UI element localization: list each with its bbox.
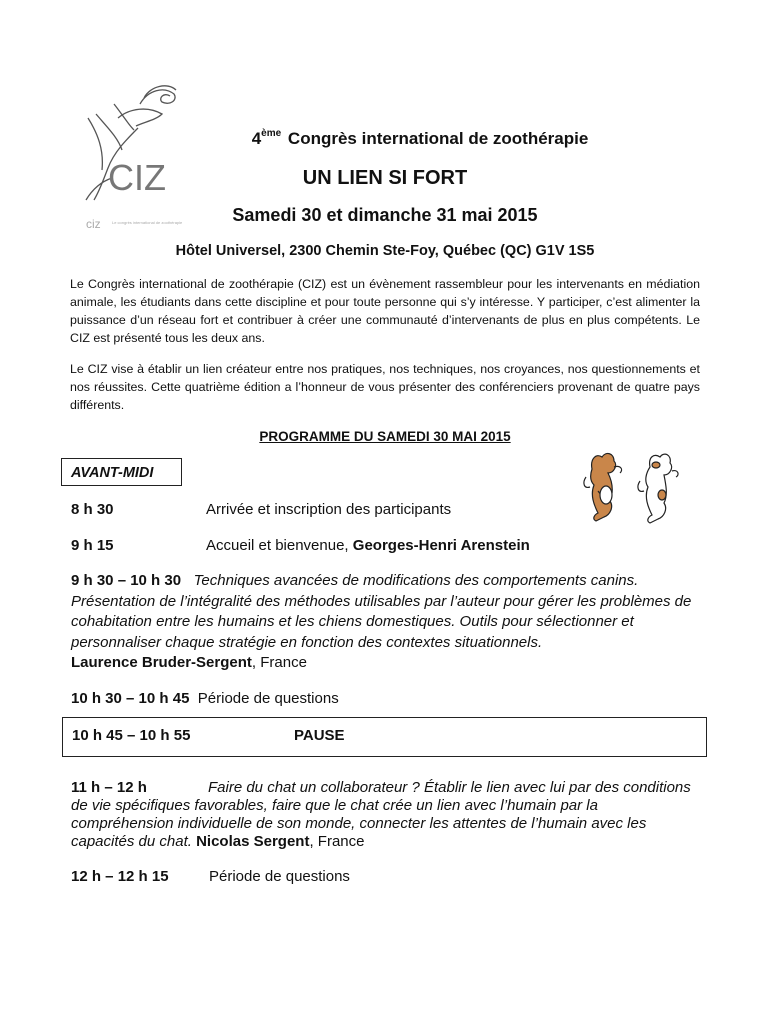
program-item-5 bbox=[71, 779, 691, 851]
congress-name: Congrès international de zoothérapie bbox=[287, 129, 589, 148]
item-text: Arrivée et inscription des participants bbox=[206, 501, 452, 518]
program-item-2 bbox=[71, 571, 711, 674]
item-time: 8 h 30 bbox=[71, 501, 114, 518]
theme-title: UN LIEN SI FORT bbox=[302, 167, 468, 189]
item-time: 10 h 45 – 10 h 55 bbox=[72, 727, 191, 744]
item-text: Accueil et bienvenue, bbox=[206, 537, 349, 554]
item-country: , France bbox=[251, 654, 307, 671]
item-speaker: Georges-Henri Arenstein bbox=[352, 537, 530, 554]
intro-paragraph-1: Le Congrès international de zoothérapie (CIZ) est un évènement rassembleur pour les intervenants en médiation animale, les étudiants dans cette discipline et pour toute personne qui s’y intéresse. Y participer, c’est alimenter la puissance d’un réseau fort et contribuer à créer une communauté d’intervenants de plus en plus compétents. Le CIZ est présenté tous les deux ans. bbox=[70, 277, 700, 345]
item-description: Faire du chat un collaborateur ? Établir le lien avec lui par des conditions de vie spécifiques favorables, faire que le chat crée un lien avec l’humain par la compréhension individuelle de son monde, connecter les attentes de l’humain avec les capacités du chat. bbox=[71, 779, 691, 850]
item-time: 11 h – 12 h bbox=[71, 779, 147, 796]
dogs-illustration bbox=[580, 447, 685, 525]
item-time: 10 h 30 – 10 h 45 bbox=[71, 690, 190, 707]
program-item-6 bbox=[71, 868, 350, 885]
item-text: Période de questions bbox=[209, 868, 350, 885]
edition-number: 4 bbox=[251, 129, 262, 148]
pause-label: PAUSE bbox=[294, 727, 345, 744]
item-title: Techniques avancées de modifications des comportements canins. bbox=[193, 572, 639, 589]
item-time: 12 h – 12 h 15 bbox=[71, 868, 169, 885]
item-time: 9 h 30 – 10 h 30 bbox=[71, 572, 182, 589]
venue-address: Hôtel Universel, 2300 Chemin Ste-Foy, Québec (QC) G1V 1S5 bbox=[175, 243, 595, 259]
item-text: Période de questions bbox=[197, 690, 339, 707]
program-title: PROGRAMME DU SAMEDI 30 MAI 2015 bbox=[259, 429, 511, 444]
item-country: , France bbox=[309, 833, 365, 850]
intro-paragraph-2: Le CIZ vise à établir un lien créateur entre nos pratiques, nos techniques, nos croyances, nos questionnements et nos réussites. Cette quatrième édition a l’honneur de vous présenter des conférenciers provenant de quatre pays différents. bbox=[70, 362, 700, 412]
logo-caption: Le congrès international de zoothérapie bbox=[112, 220, 183, 225]
item-description: Présentation de l’intégralité des méthodes utilisables par l’auteur pour gérer les problèmes de cohabitation entre les humains et les chiens domestiques. Outils pour sélectionner et personnaliser chaque stratégie en fonction des contextes situationnels. bbox=[71, 592, 692, 651]
program-item-3 bbox=[71, 690, 339, 707]
program-item-0 bbox=[71, 501, 451, 518]
svg-text:ciz: ciz bbox=[86, 217, 101, 231]
item-speaker: Laurence Bruder-Sergent bbox=[71, 654, 252, 671]
item-speaker: Nicolas Sergent bbox=[196, 833, 310, 850]
event-dates: Samedi 30 et dimanche 31 mai 2015 bbox=[232, 205, 538, 225]
logo-text: CIZ bbox=[108, 157, 166, 198]
item-time: 9 h 15 bbox=[71, 537, 114, 554]
edition-suffix: ème bbox=[261, 128, 282, 139]
section-label-morning: AVANT-MIDI bbox=[61, 458, 182, 486]
pause-box bbox=[62, 717, 707, 757]
congress-title bbox=[170, 128, 670, 149]
program-item-1 bbox=[71, 537, 530, 554]
